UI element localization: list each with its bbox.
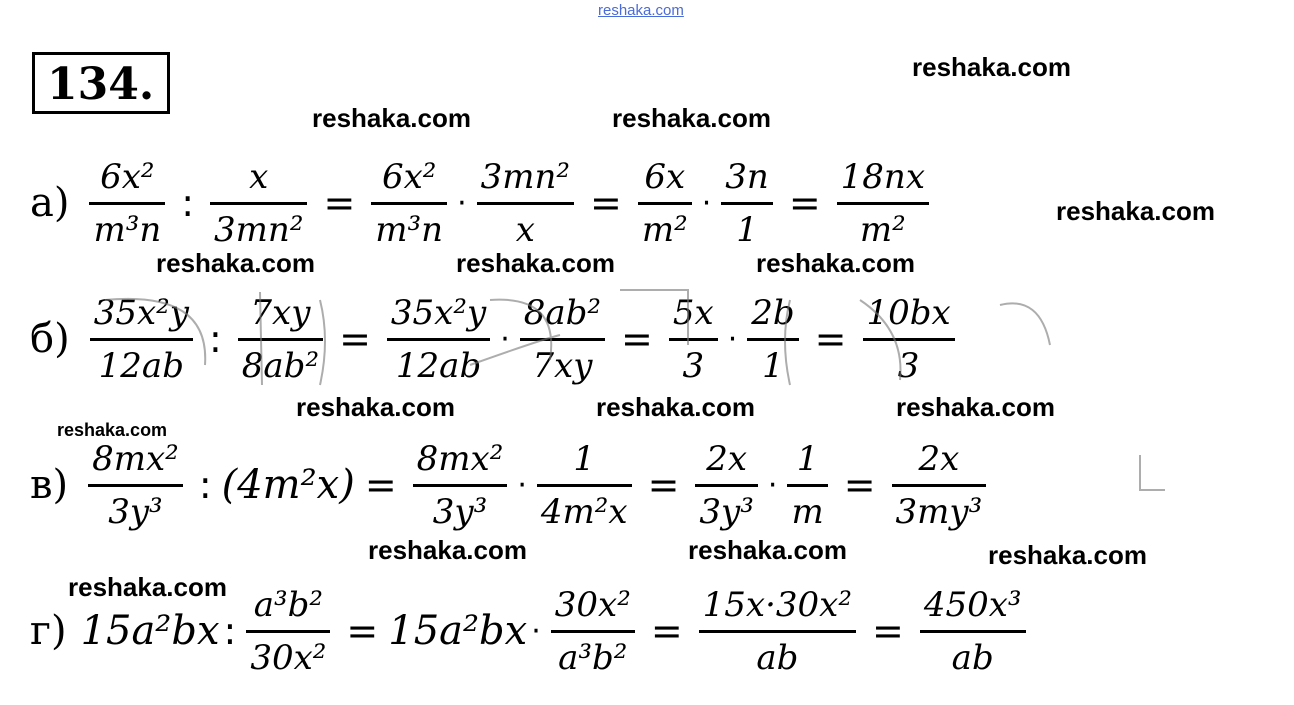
numerator: 3n [725, 156, 769, 197]
watermark: reshaka.com [456, 248, 615, 278]
row-label: а) [30, 180, 70, 226]
numerator: 1 [796, 438, 819, 479]
numerator: 30x² [554, 584, 631, 625]
numerator: 7xy [250, 292, 311, 333]
equals-sign: = [650, 609, 683, 653]
multiply-sign: · [517, 467, 527, 503]
fraction [699, 585, 856, 678]
fraction-bar [892, 484, 987, 487]
numerator: 1 [573, 438, 596, 479]
row-label: в) [30, 462, 69, 508]
denominator: m³n [375, 209, 444, 250]
multiply-sign: · [701, 185, 712, 221]
row-d [30, 576, 1032, 686]
fraction-bar [920, 630, 1026, 633]
numerator: 450x³ [923, 584, 1022, 625]
numerator: 6x² [100, 156, 155, 197]
denominator: 3y³ [108, 491, 163, 532]
numerator: 18nx [840, 156, 926, 197]
numerator: 2x [706, 438, 748, 479]
watermark: reshaka.com [1056, 196, 1215, 226]
denominator: m² [859, 209, 906, 250]
watermark: reshaka.com [988, 540, 1147, 570]
denominator: m [791, 491, 824, 532]
division-sign: : [181, 181, 195, 225]
watermark: reshaka.com [57, 420, 168, 440]
multiply-sign: · [500, 321, 510, 357]
fraction [892, 439, 987, 532]
watermark: reshaka.com [312, 103, 471, 133]
denominator: m² [641, 209, 688, 250]
denominator: a³b² [558, 637, 628, 678]
numerator: 8mx² [92, 438, 179, 479]
numerator: 5x [672, 292, 714, 333]
expression: (4m²x) [221, 462, 355, 508]
watermark: reshaka.com [296, 392, 455, 422]
fraction-bar [537, 484, 632, 487]
expression: 15a²bx [388, 608, 528, 654]
numerator: 15x·30x² [702, 584, 852, 625]
denominator: 7xy [532, 345, 593, 386]
denominator: 12ab [98, 345, 184, 386]
fraction-bar [699, 630, 856, 633]
multiply-sign: · [767, 467, 778, 503]
fraction-bar [787, 484, 827, 487]
site-link[interactable]: reshaka.com [598, 2, 684, 19]
denominator: 3 [682, 345, 705, 386]
denominator: 3my³ [895, 491, 983, 532]
denominator: 30x² [250, 637, 327, 678]
fraction [920, 585, 1026, 678]
numerator: 10bx [866, 292, 951, 333]
fraction-bar [88, 484, 183, 487]
numerator: a³b² [253, 584, 324, 625]
fraction-bar [246, 630, 330, 633]
fraction [537, 439, 632, 532]
denominator: m³n [93, 209, 162, 250]
watermark: reshaka.com [156, 248, 315, 278]
equals-sign: = [323, 181, 356, 225]
problem-number: 134. [47, 59, 155, 110]
fraction [413, 439, 508, 532]
watermark: reshaka.com [688, 535, 847, 565]
fraction [88, 439, 183, 532]
fraction [787, 439, 827, 532]
denominator: 1 [736, 209, 758, 250]
division-sign: : [208, 317, 222, 361]
equals-sign: = [788, 181, 821, 225]
equals-sign: = [346, 609, 379, 653]
equals-sign: = [647, 463, 680, 507]
watermark: reshaka.com [596, 392, 755, 422]
numerator: 6x [644, 156, 686, 197]
denominator: 3mn² [214, 209, 304, 250]
fraction-bar [695, 484, 757, 487]
denominator: 4m²x [540, 491, 628, 532]
fraction [551, 585, 635, 678]
watermark: reshaka.com [612, 103, 771, 133]
expression: 15a²bx [80, 608, 220, 654]
numerator: 6x² [381, 156, 437, 197]
row-label: б) [30, 316, 70, 362]
fraction-bar [551, 630, 635, 633]
equals-sign: = [814, 317, 847, 361]
fraction [246, 585, 330, 678]
multiply-sign: · [457, 185, 467, 221]
denominator: 12ab [395, 345, 482, 386]
division-sign: : [198, 463, 212, 507]
equals-sign: = [621, 317, 653, 361]
numerator: 3mn² [480, 156, 571, 197]
equals-sign: = [843, 463, 876, 507]
watermark: reshaka.com [896, 392, 1055, 422]
denominator: 3y³ [432, 491, 488, 532]
watermark: reshaka.com [68, 572, 227, 602]
watermark: reshaka.com [368, 535, 527, 565]
equals-sign: = [590, 181, 622, 225]
numerator: x [249, 156, 269, 197]
watermark: reshaka.com [912, 52, 1071, 82]
denominator: 1 [762, 345, 784, 386]
fraction [695, 439, 757, 532]
numerator: 2b [751, 292, 795, 333]
denominator: ab [951, 637, 994, 678]
denominator: x [515, 209, 535, 250]
row-c [30, 430, 992, 540]
denominator: ab [756, 637, 799, 678]
multiply-sign: · [531, 613, 541, 649]
numerator: 35x²y [93, 292, 189, 333]
denominator: 8ab² [241, 345, 320, 386]
denominator: 3 [897, 345, 920, 386]
numerator: 8ab² [523, 292, 602, 333]
fraction-bar [413, 484, 508, 487]
division-sign: : [223, 609, 237, 653]
watermark: reshaka.com [756, 248, 915, 278]
equals-sign: = [872, 609, 904, 653]
numerator: 8mx² [416, 438, 504, 479]
row-label: г) [30, 608, 67, 654]
denominator: 3y³ [699, 491, 754, 532]
numerator: 2x [918, 438, 960, 479]
multiply-sign: · [727, 321, 738, 357]
numerator: 35x²y [390, 292, 487, 333]
equals-sign: = [364, 463, 397, 507]
equals-sign: = [339, 317, 371, 361]
